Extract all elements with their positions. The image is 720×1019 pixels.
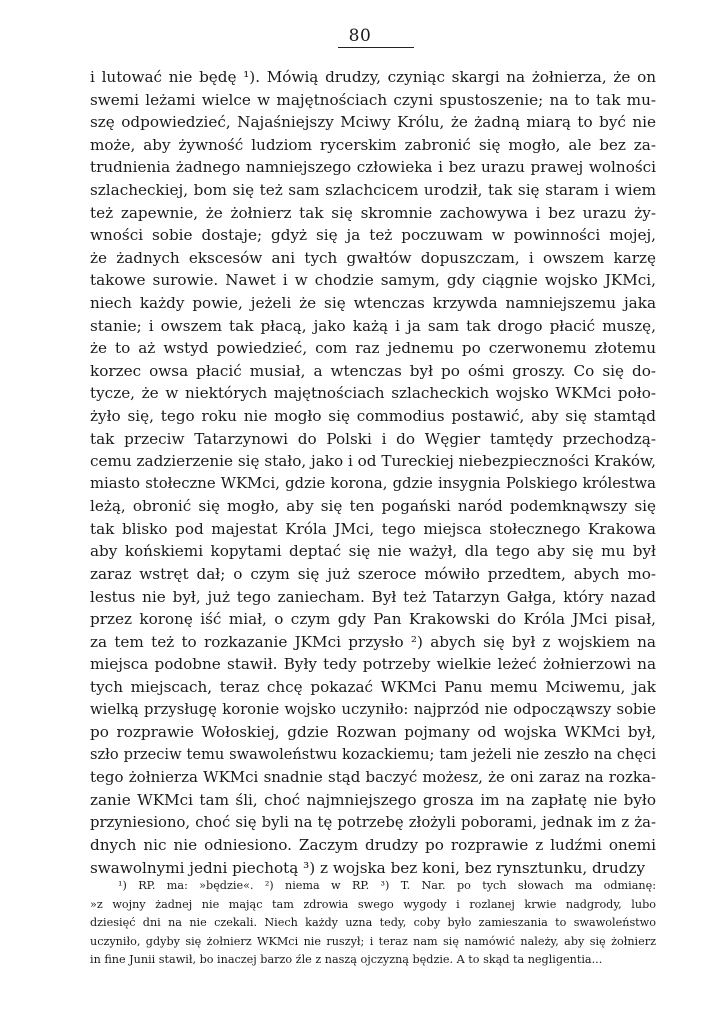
text-line: zanie WKMci tam śli, choć najmniejszego grosza im na zapłatę nie było [90,791,656,809]
text-line: miasto stołeczne WKMci, gdzie korona, gdzie insygnia Polskiego królestwa [90,474,656,492]
text-line: szlacheckiej, bom się też sam szlachcicem urodził, tak się staram i wiem [90,180,656,199]
text-line: swawolnymi jedni piechotą ³) z wojska bez koni, bez rynsztunku, drudzy [90,858,646,877]
text-line: i lutować nie będę ¹). Mówią drudzy, czyniąc skargi na żołnierza, że on [90,68,656,86]
footnote-line: ¹) RP. ma: »będzie«. ²) niema w RP. ³) T. Nar. po tych słowach ma odmianę: [118,879,656,892]
text-line: zaraz wstręt dał; o czym się już szeroce mówiło przedtem, abych mo- [90,565,656,584]
text-line: szło przeciw temu swawoleństwu kozackiemu; tam jeżeli nie zeszło na chęci [90,745,656,763]
footnote-line: »z wojny żadnej nie mając tam zdrowia swego wygody i rozlanej krwie nadgrody, lubo [90,897,656,911]
text-line: trudnienia żadnego namniejszego człowieka i bez urazu prawej wolności [90,158,656,177]
text-line: cemu zadzierzenie się stało, jako i od Tureckiej niebezpieczności Kraków, [90,452,656,471]
text-line: że to aż wstyd powiedzieć, com raz jednemu po czerwonemu złotemu [90,339,656,358]
text-line: może, aby żywność ludziom rycerskim zabronić się mogło, ale bez za- [90,135,656,154]
text-line: swemi leżami wielce w majętnościach czyni spustoszenie; na to tak mu- [90,90,656,109]
text-line: dnych nic nie odniesiono. Zaczym drudzy po rozprawie z ludźmi onemi [90,836,656,855]
text-line: wielką przysługę koronie wojsko uczyniło: najprzód nie odpocząwszy sobie [90,700,656,718]
text-line: że żadnych ekscesów ani tych gwałtów dopuszczam, i owszem karzę [90,248,656,267]
text-line: stanie; i owszem tak płacą, jako każą i ja sam tak drogo płacić muszę, [90,316,656,335]
footnote-line: uczyniło, gdyby się żołnierz WKMci nie ruszył; i teraz nam się namówić należy, aby się żołnierz [90,934,656,948]
text-line: żyło się, tego roku nie mogło się commodius postawić, aby się stamtąd [90,406,656,425]
text-line: lestus nie był, już tego zaniecham. Był też Tatarzyn Gałga, który nazad [90,587,656,606]
text-line: takowe surowie. Nawet i w chodzie samym, gdy ciągnie wojsko JKMci, [90,271,656,290]
text-line: niech każdy powie, jeżeli że się wtenczas krzywda namniejszemu jaka [90,293,656,312]
text-line: szę odpowiedzieć, Najaśniejszy Mciwy Królu, że żadną miarą to być nie [90,113,656,132]
text-line: tycze, że w niektórych majętnościach szlacheckich wojsko WKMci poło- [90,384,656,403]
footnote-line: in fine Junii stawił, bo inaczej barzo źle z naszą ojczyzną będzie. A to skąd ta negligentia... [90,953,603,967]
text-line: po rozprawie Wołoskiej, gdzie Rozwan pojmany od wojska WKMci był, [90,723,656,742]
page-number: 80 [348,26,372,46]
text-line: tak przeciw Tatarzynowi do Polski i do Węgier tamtędy przechodzą- [90,429,656,448]
text-line: za tem też to rozkazanie JKMci przysło ²) abych się był z wojskiem na [90,632,656,651]
body-text [90,66,656,879]
text-line: wności sobie dostaje; gdyż się ja też poczuwam w powinności mojej, [90,226,656,245]
text-line: leżą, obronić się mogło, aby się ten pogański naród podemknąwszy się [90,497,656,516]
text-line: przyniesiono, choć się byli na tę potrzebę złożyli poborami, jednak im z ża- [90,813,656,831]
text-line: tych miejscach, teraz chcę pokazać WKMci Panu memu Mciwemu, jak [90,678,656,697]
footnotes [90,877,656,970]
text-line: tego żołnierza WKMci snadnie stąd baczyć możesz, że oni zaraz na rozka- [90,768,656,787]
header-rule [338,47,414,48]
text-line: przez koronę iść miał, o czym gdy Pan Krakowski do Króla JMci pisał, [90,610,656,629]
text-line: korzec owsa płacić musiał, a wtenczas był po ośmi groszy. Co się do- [90,361,656,380]
text-line: też zapewnie, że żołnierz tak się skromnie zachowywa i bez urazu ży- [90,203,656,222]
footnote-line: dziesięć dni na nie czekali. Niech każdy uzna tedy, coby było zamieszania to swawoleństwo [90,916,656,930]
text-line: tak blisko pod majestat Króla JMci, tego miejsca stołecznego Krakowa [90,519,656,538]
text-line: aby końskiemi kopytami deptać się nie ważył, dla tego aby się mu był [90,542,656,561]
text-line: miejsca podobne stawił. Były tedy potrzeby wielkie leżeć żołnierzowi na [90,655,656,674]
